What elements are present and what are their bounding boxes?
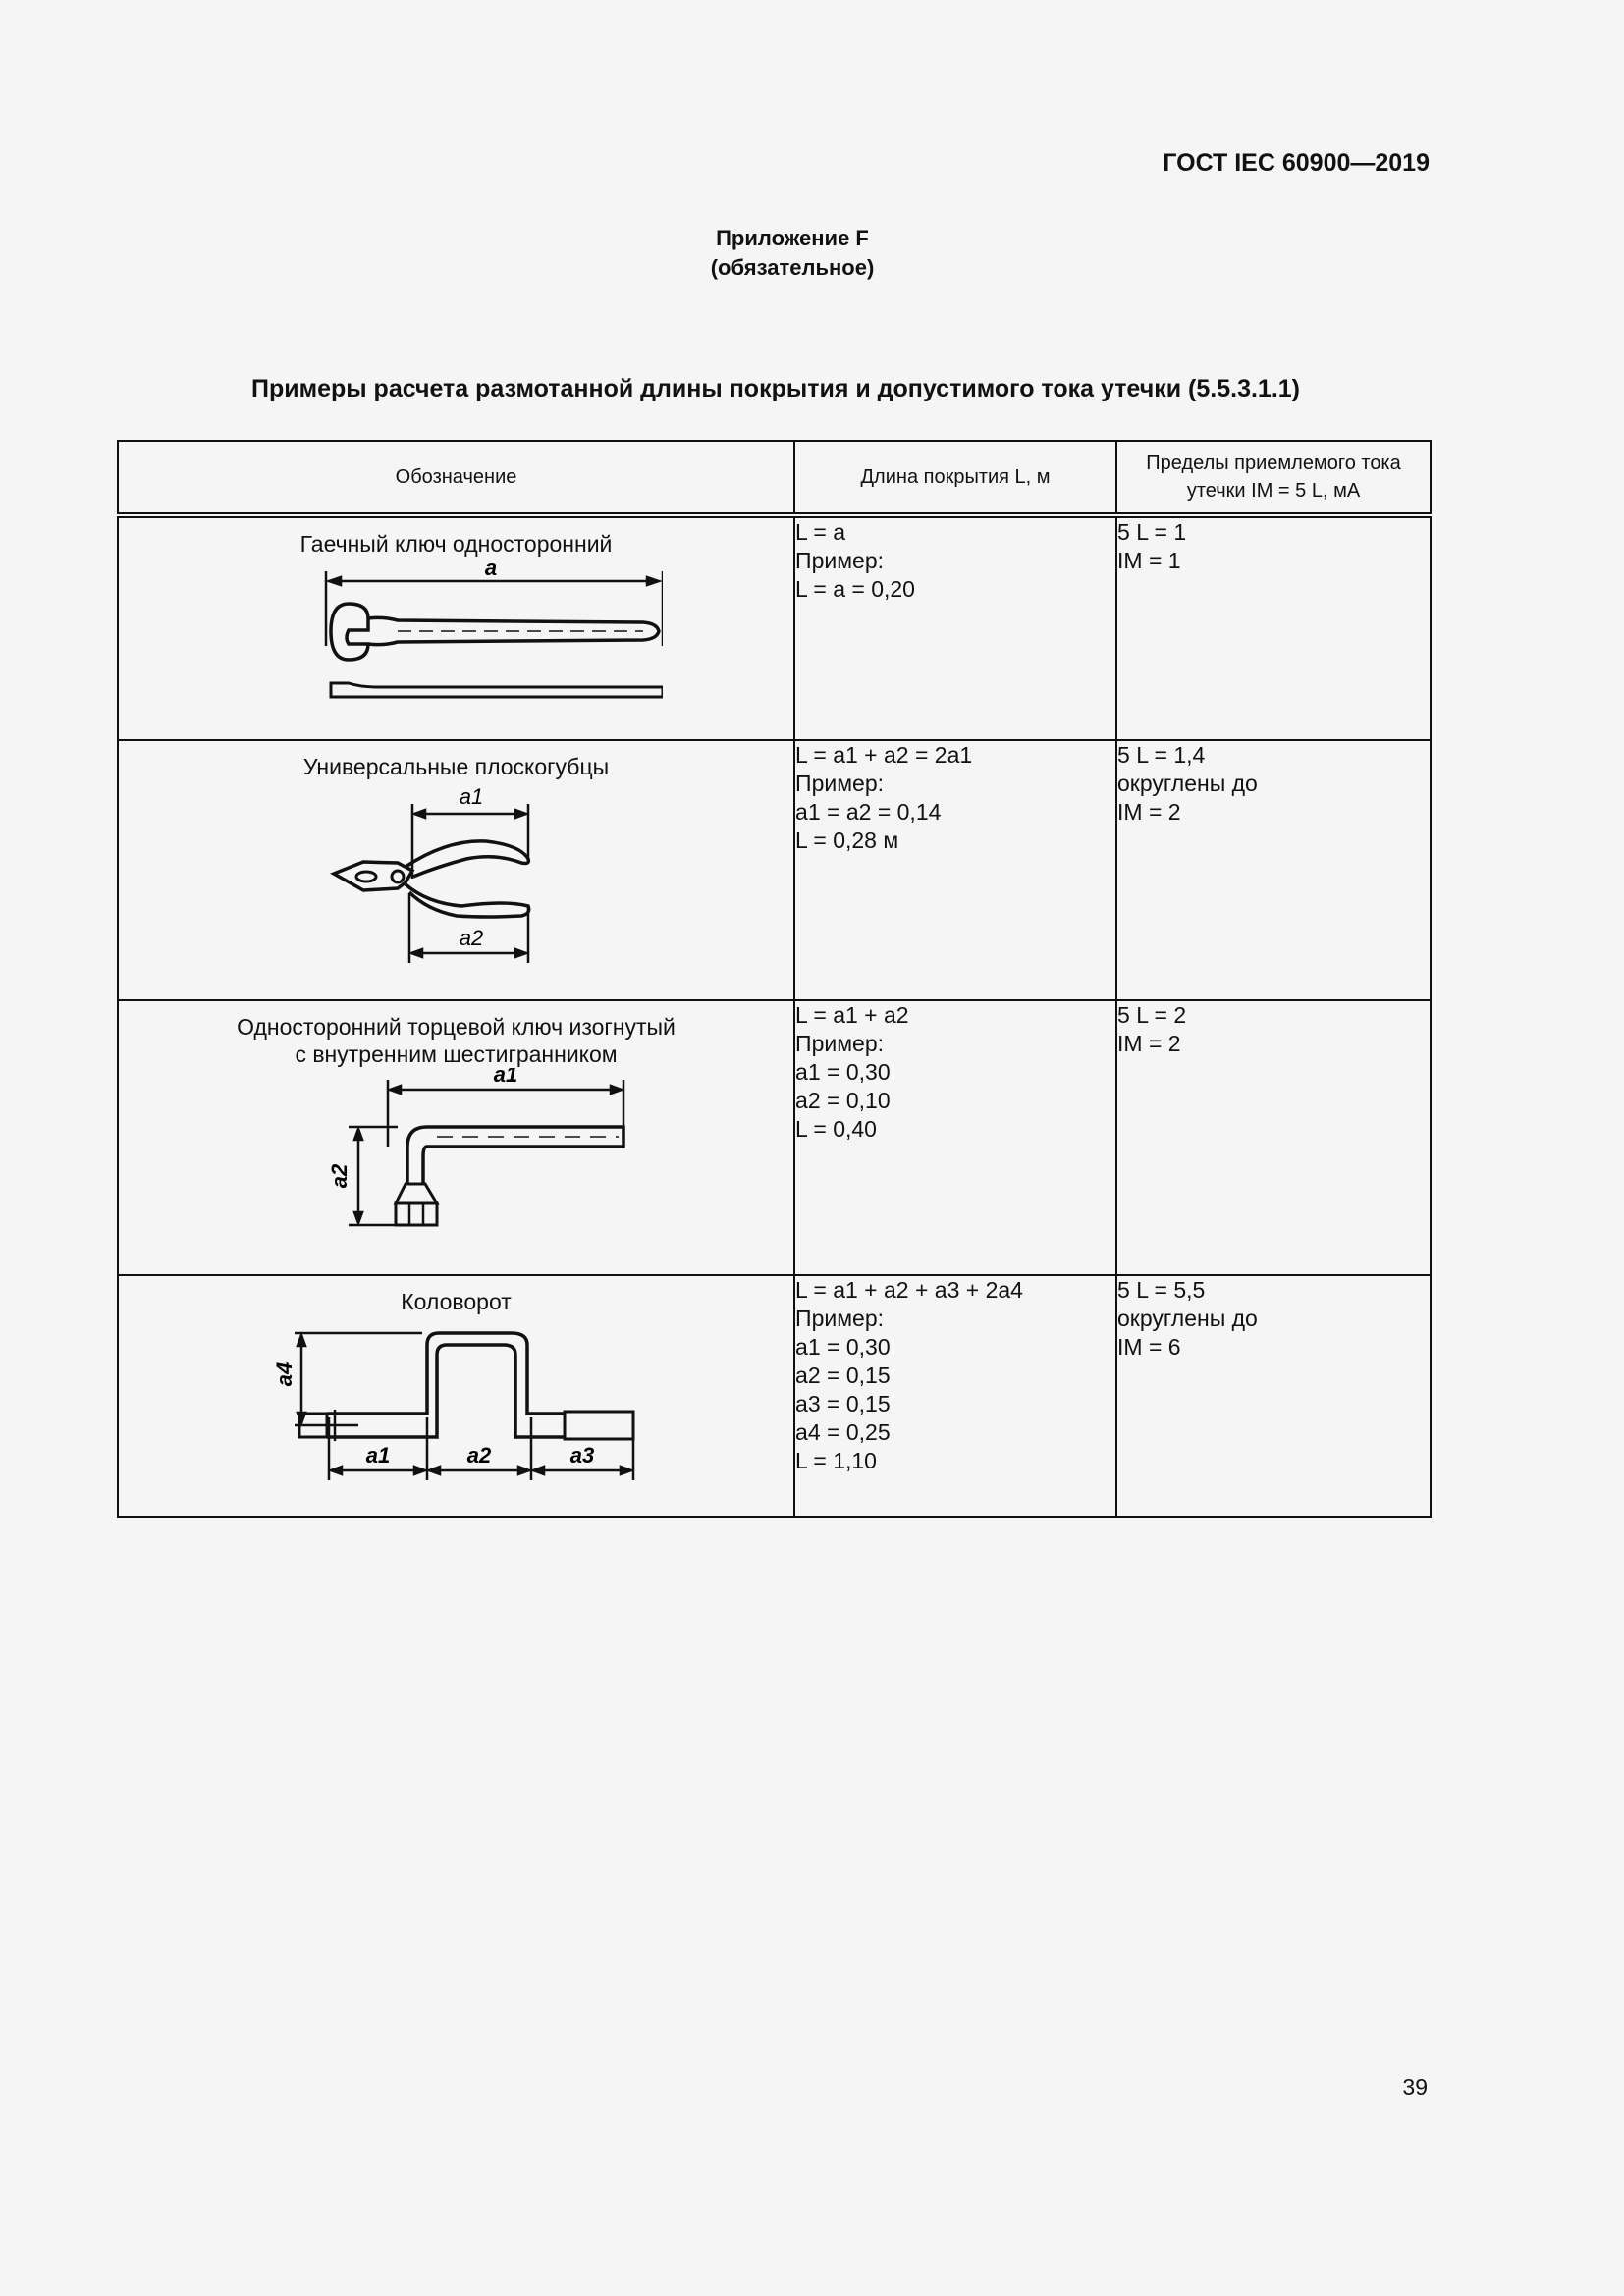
figure-label-a3: a3 [569, 1443, 594, 1468]
header-length [794, 441, 1116, 515]
example-value: a2 = 0,10 [795, 1088, 891, 1113]
limit-line: IM = 1 [1117, 548, 1181, 573]
limit-line: округлены до [1117, 771, 1258, 796]
limit-line: IM = 2 [1117, 799, 1181, 825]
example-value: L = a = 0,20 [795, 576, 915, 602]
header-length-text: Длина покрытия L, м [860, 466, 1051, 488]
tool-name: Гаечный ключ односторонний [299, 531, 613, 557]
standard-designation: ГОСТ IEC 60900—2019 [1163, 149, 1430, 177]
table-row [118, 1275, 1431, 1517]
figure-label-a1: a1 [365, 1443, 390, 1468]
limit-line: IM = 2 [1117, 1031, 1181, 1056]
limit-cell [1116, 1000, 1431, 1275]
leakage-table [117, 440, 1432, 1518]
example-value: a3 = 0,15 [795, 1391, 891, 1416]
figure-label-a4: a4 [271, 1362, 297, 1387]
tool-name-line2: с внутренним шестигранником [295, 1041, 618, 1067]
figure-label-a1: a1 [493, 1068, 517, 1087]
example-value: a2 = 0,15 [795, 1362, 891, 1388]
formula: L = a [795, 519, 845, 545]
figure-label-a2: a2 [459, 926, 483, 950]
limit-line: 5 L = 2 [1117, 1002, 1187, 1028]
header-limits [1116, 441, 1431, 515]
example-value: L = 0,28 м [795, 828, 899, 853]
annex-heading [0, 224, 1585, 283]
limit-cell [1116, 740, 1431, 1000]
brace-figure [241, 1315, 673, 1492]
limit-line: округлены до [1117, 1306, 1258, 1331]
table-row [118, 1000, 1431, 1275]
example-value: L = 0,40 [795, 1116, 877, 1142]
formula: L = a1 + a2 = 2a1 [795, 742, 973, 768]
annex-status: (обязательное) [710, 255, 875, 280]
table-row [118, 515, 1431, 740]
length-cell [794, 740, 1116, 1000]
header-limits-line2: утечки IM = 5 L, мА [1186, 480, 1361, 502]
header-designation: Обозначение [118, 441, 794, 515]
example-label: Пример: [795, 1306, 885, 1331]
formula: L = a1 + a2 + a3 + 2a4 [795, 1277, 1023, 1303]
length-cell [794, 1275, 1116, 1517]
example-label: Пример: [795, 1031, 885, 1056]
tool-name-line1: Односторонний торцевой ключ изогнутый [237, 1014, 676, 1040]
socket-wrench-figure [250, 1068, 663, 1250]
table-header-row [118, 441, 1431, 515]
limit-cell [1116, 1275, 1431, 1517]
limit-line: IM = 6 [1117, 1334, 1181, 1360]
limit-line: 5 L = 1 [1117, 519, 1187, 545]
tool-name: Коловорот [401, 1289, 512, 1314]
length-cell [794, 515, 1116, 740]
section-title: Примеры расчета размотанной длины покрытия и допустимого тока утечки (5.5.3.1.1) [250, 375, 1301, 402]
figure-label-a: a [484, 558, 497, 580]
page-number: 39 [1402, 2074, 1428, 2100]
table-row [118, 740, 1431, 1000]
figure-label-a2: a2 [466, 1443, 491, 1468]
tool-name: Универсальные плоскогубцы [302, 754, 610, 779]
annex-title: Приложение F [716, 226, 869, 250]
header-limits-line1: Пределы приемлемого тока [1146, 453, 1401, 474]
example-value: a1 = 0,30 [795, 1059, 891, 1085]
formula: L = a1 + a2 [795, 1002, 909, 1028]
example-label: Пример: [795, 771, 885, 796]
example-value: L = 1,10 [795, 1448, 877, 1473]
example-value: a4 = 0,25 [795, 1419, 891, 1445]
example-label: Пример: [795, 548, 885, 573]
limit-line: 5 L = 5,5 [1117, 1277, 1206, 1303]
figure-label-a1: a1 [459, 784, 483, 809]
example-value: a1 = a2 = 0,14 [795, 799, 942, 825]
limit-cell [1116, 515, 1431, 740]
figure-label-a2: a2 [326, 1163, 352, 1189]
example-value: a1 = 0,30 [795, 1334, 891, 1360]
limit-line: 5 L = 1,4 [1117, 742, 1206, 768]
length-cell [794, 1000, 1116, 1275]
open-end-wrench-figure [250, 558, 663, 715]
pliers-figure [290, 780, 623, 982]
